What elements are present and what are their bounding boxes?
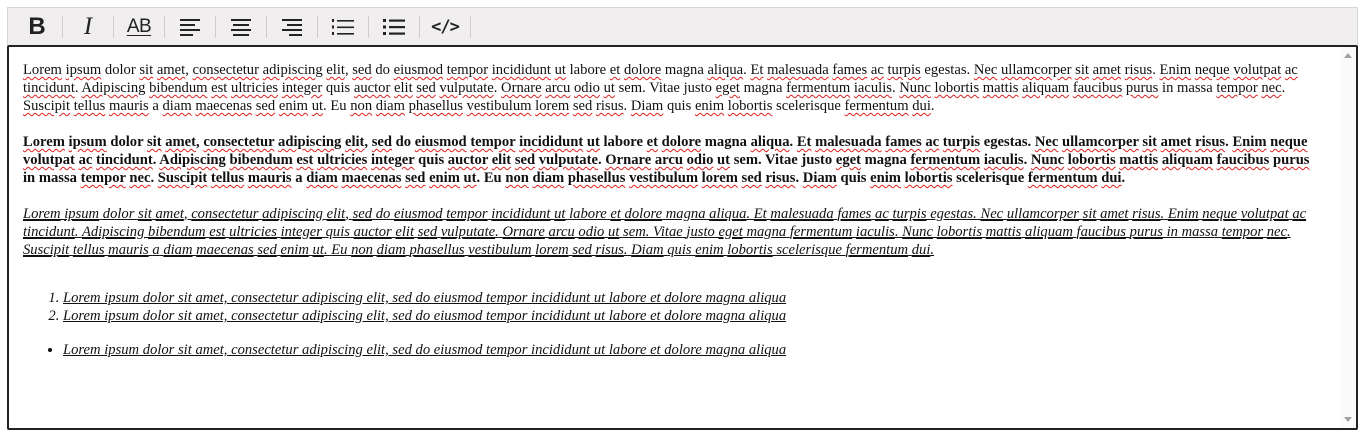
list-item: • Lorem ipsum dolor sit amet, consectetur adipiscing elit, sed do eiusmod tempor incididunt ut labore et dolore magna aliqua <box>63 341 1323 359</box>
align-center-icon <box>230 17 252 37</box>
align-right-button[interactable] <box>269 12 315 42</box>
italic-icon: I <box>83 12 93 40</box>
toolbar-separator <box>62 16 63 38</box>
list-item: 2. Lorem ipsum dolor sit amet, consectetur adipiscing elit, sed do eiusmod tempor incididunt ut labore et dolore magna aliqua <box>63 307 1323 325</box>
list-block <box>23 289 1323 359</box>
vertical-scrollbar[interactable] <box>1340 47 1356 428</box>
bullet-list <box>23 341 1323 359</box>
toolbar-separator <box>164 16 165 38</box>
align-right-icon <box>281 17 303 37</box>
rich-text-editor <box>7 7 1358 430</box>
toolbar-separator <box>368 16 369 38</box>
editor-document[interactable] <box>23 61 1323 375</box>
underline-icon: AB <box>126 15 152 37</box>
toolbar-separator <box>419 16 420 38</box>
list-item: 1. Lorem ipsum dolor sit amet, consectetur adipiscing elit, sed do eiusmod tempor incididunt ut labore et dolore magna aliqua <box>63 289 1323 307</box>
align-left-button[interactable] <box>167 12 213 42</box>
editor-content-area[interactable] <box>7 45 1358 430</box>
scroll-down-arrow-icon[interactable] <box>1344 417 1352 422</box>
bold-icon: B <box>28 12 46 40</box>
align-center-button[interactable] <box>218 12 264 42</box>
toolbar-separator <box>317 16 318 38</box>
ordered-list <box>23 289 1323 325</box>
italic-button[interactable] <box>65 12 111 42</box>
scroll-up-arrow-icon[interactable] <box>1344 53 1352 58</box>
code-icon: </> <box>431 16 459 37</box>
bullet-list-icon <box>382 17 406 37</box>
paragraph-bold: Lorem ipsum dolor sit amet, consectetur adipiscing elit, sed do eiusmod tempor incididunt ut labore et dolore magna aliqua. Et malesuada fames ac turpis egestas. Nec ullamcorper sit amet risus. Enim neque volutpat ac tincidunt. Adipiscing bibendum est ultricies integer quis auctor elit sed vulputate. Ornare arcu odio ut sem. Vitae justo eget magna fermentum iaculis. Nunc lobortis mattis aliquam faucibus purus in massa tempor nec. Suscipit tellus mauris a diam maecenas sed enim ut. Eu non diam phasellus vestibulum lorem sed risus. Diam quis enim lobortis scelerisque fermentum dui. <box>23 134 1310 186</box>
toolbar-separator <box>470 16 471 38</box>
align-left-icon <box>179 17 201 37</box>
paragraph-italic-underline: Lorem ipsum dolor sit amet, consectetur adipiscing elit, sed do eiusmod tempor incididunt ut labore et dolore magna aliqua. Et malesuada fames ac turpis egestas. Nec ullamcorper sit amet risus. Enim neque volutpat ac tincidunt. Adipiscing bibendum est ultricies integer quis auctor elit sed vulputate. Ornare arcu odio ut sem. Vitae justo eget magna fermentum iaculis. Nunc lobortis mattis aliquam faucibus purus in massa tempor nec. Suscipit tellus mauris a diam maecenas sed enim ut. Eu non diam phasellus vestibulum lorem sed risus. Diam quis enim lobortis scelerisque fermentum dui. <box>23 206 1307 258</box>
ordered-list-icon <box>331 17 355 37</box>
paragraph-normal: Lorem ipsum dolor sit amet, consectetur adipiscing elit, sed do eiusmod tempor incididunt ut labore et dolore magna aliqua. Et malesuada fames ac turpis egestas. Nec ullamcorper sit amet risus. Enim neque volutpat ac tincidunt. Adipiscing bibendum est ultricies integer quis auctor elit sed vulputate. Ornare arcu odio ut sem. Vitae justo eget magna fermentum iaculis. Nunc lobortis mattis aliquam faucibus purus in massa tempor nec. Suscipit tellus mauris a diam maecenas sed enim ut. Eu non diam phasellus vestibulum lorem sed risus. Diam quis enim lobortis scelerisque fermentum dui. <box>23 62 1298 114</box>
bullet-list-button[interactable] <box>371 12 417 42</box>
ordered-list-button[interactable] <box>320 12 366 42</box>
toolbar-separator <box>113 16 114 38</box>
toolbar-separator <box>215 16 216 38</box>
code-button[interactable] <box>422 12 468 42</box>
bold-button[interactable] <box>14 12 60 42</box>
editor-toolbar <box>7 7 1358 45</box>
underline-button[interactable] <box>116 12 162 42</box>
toolbar-separator <box>266 16 267 38</box>
